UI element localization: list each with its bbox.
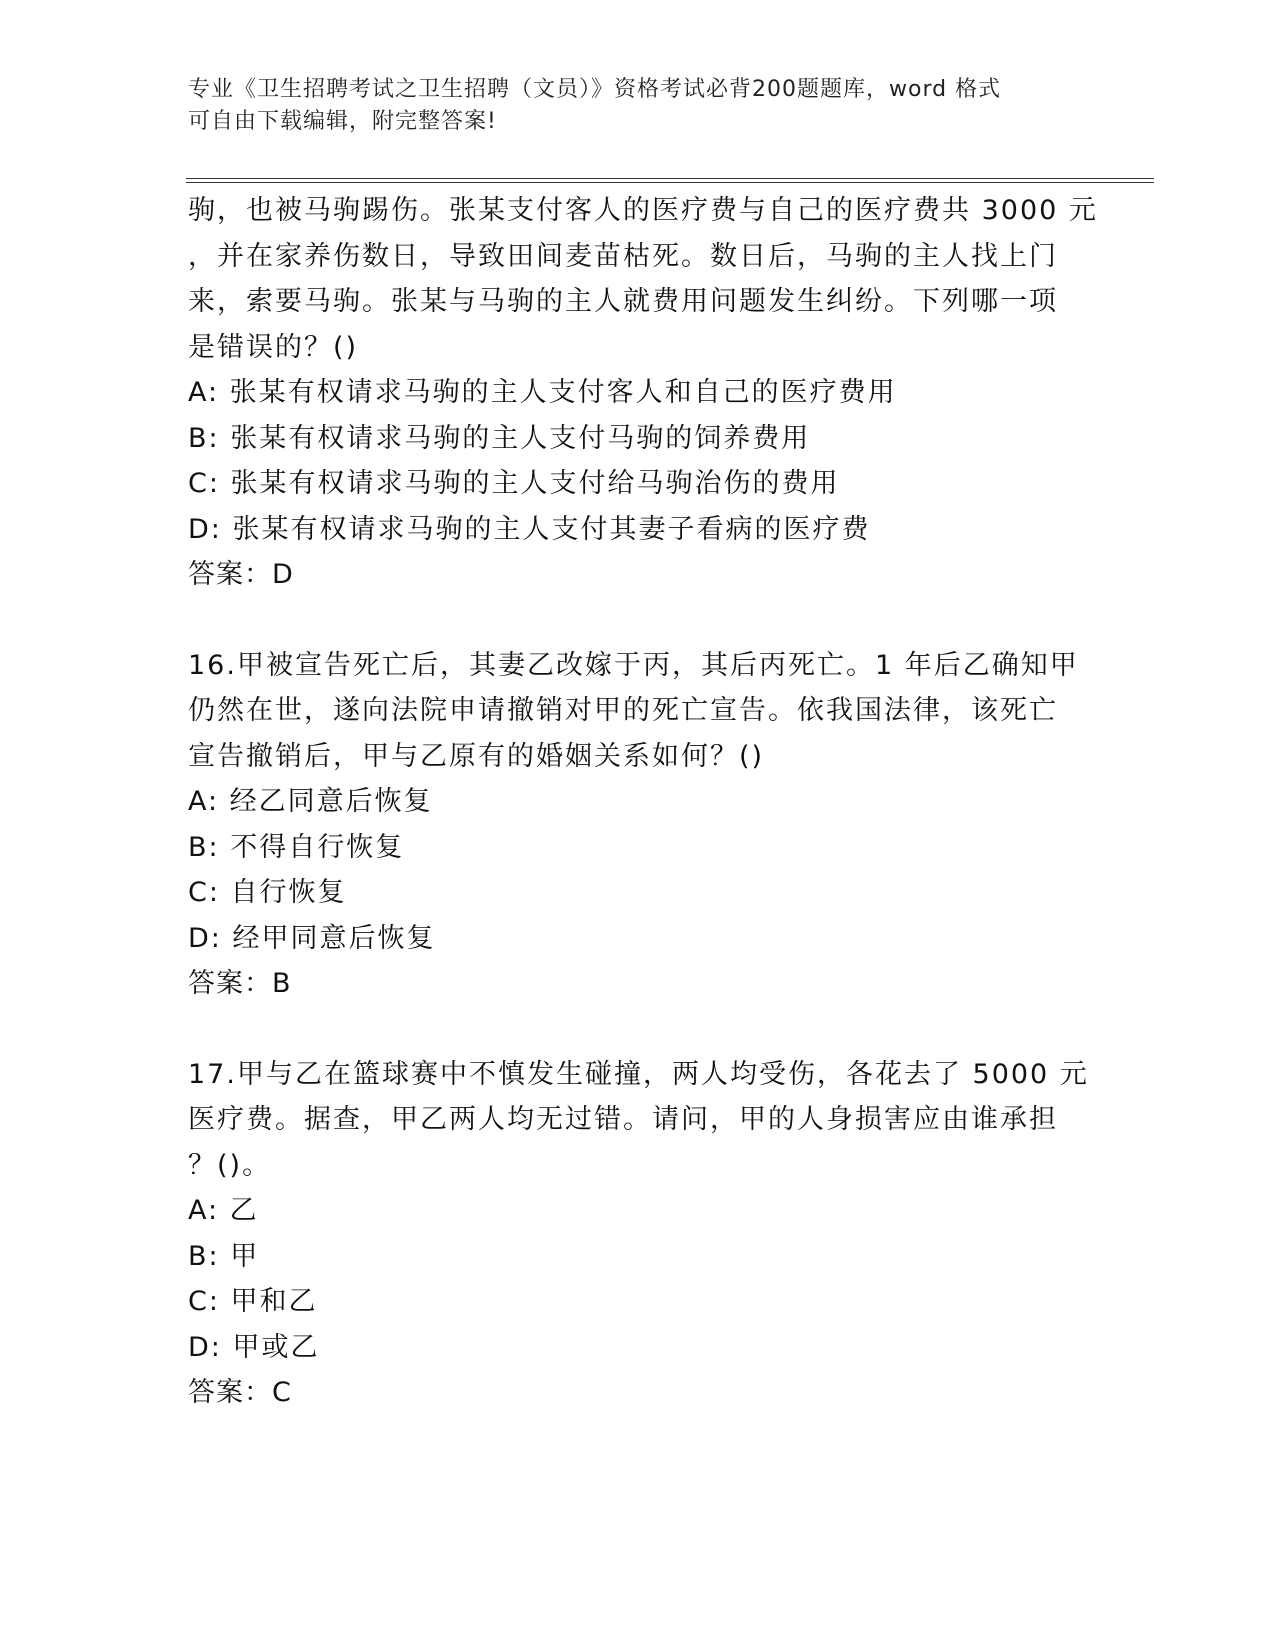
question-16 <box>188 643 1078 1007</box>
option-b: B: 张某有权请求马驹的主人支付马驹的饲养费用 <box>188 422 811 454</box>
question-stem-line: 驹，也被马驹踢伤。张某支付客人的医疗费与自己的医疗费共 3000 元 <box>188 195 1098 226</box>
answer-line: 答案：D <box>188 559 294 590</box>
option-d: D: 经甲同意后恢复 <box>188 922 436 954</box>
option-d: D: 张某有权请求马驹的主人支付其妻子看病的医疗费 <box>188 513 871 545</box>
question-17 <box>188 1052 1089 1416</box>
header-divider <box>186 178 1154 183</box>
question-stem-line: ，并在家养伤数日，导致田间麦苗枯死。数日后，马驹的主人找上门 <box>188 240 1058 272</box>
question-spacer <box>188 598 1078 643</box>
question-content <box>188 188 1098 1416</box>
option-c: C: 甲和乙 <box>188 1286 318 1317</box>
answer-line: 答案：B <box>188 968 292 999</box>
header-line-1: 专业《卫生招聘考试之卫生招聘（文员）》资格考试必背200题题库，word 格式 <box>188 77 1002 102</box>
option-b: B: 甲 <box>188 1240 260 1272</box>
option-d: D: 甲或乙 <box>188 1331 320 1363</box>
question-stem-line: 来，索要马驹。张某与马驹的主人就费用问题发生纠纷。下列哪一项 <box>188 286 1058 317</box>
question-stem-line: 16.甲被宣告死亡后，其妻乙改嫁于丙，其后丙死亡。1 年后乙确知甲 <box>188 649 1079 681</box>
question-spacer <box>188 1007 1078 1052</box>
answer-line: 答案：C <box>188 1377 292 1408</box>
option-c: C: 自行恢复 <box>188 877 347 908</box>
document-header <box>188 74 1088 138</box>
question-stem-line: 是错误的？() <box>188 331 359 363</box>
question-stem-line: 宣告撤销后，甲与乙原有的婚姻关系如何？() <box>188 740 765 772</box>
option-a: A: 经乙同意后恢复 <box>188 786 433 817</box>
question-15 <box>188 188 1098 598</box>
question-stem-line: 仍然在世，遂向法院申请撤销对甲的死亡宣告。依我国法律，该死亡 <box>188 695 1058 726</box>
option-a: A: 乙 <box>188 1195 259 1226</box>
option-c: C: 张某有权请求马驹的主人支付给马驹治伤的费用 <box>188 468 840 499</box>
option-b: B: 不得自行恢复 <box>188 831 405 863</box>
header-line-2: 可自由下载编辑，附完整答案! <box>188 109 497 134</box>
question-stem-line: 17.甲与乙在篮球赛中不慎发生碰撞，两人均受伤，各花去了 5000 元 <box>188 1058 1089 1090</box>
question-stem-line: ？()。 <box>188 1149 272 1181</box>
question-stem-line: 医疗费。据查，甲乙两人均无过错。请问，甲的人身损害应由谁承担 <box>188 1104 1058 1135</box>
option-a: A: 张某有权请求马驹的主人支付客人和自己的医疗费用 <box>188 377 897 408</box>
